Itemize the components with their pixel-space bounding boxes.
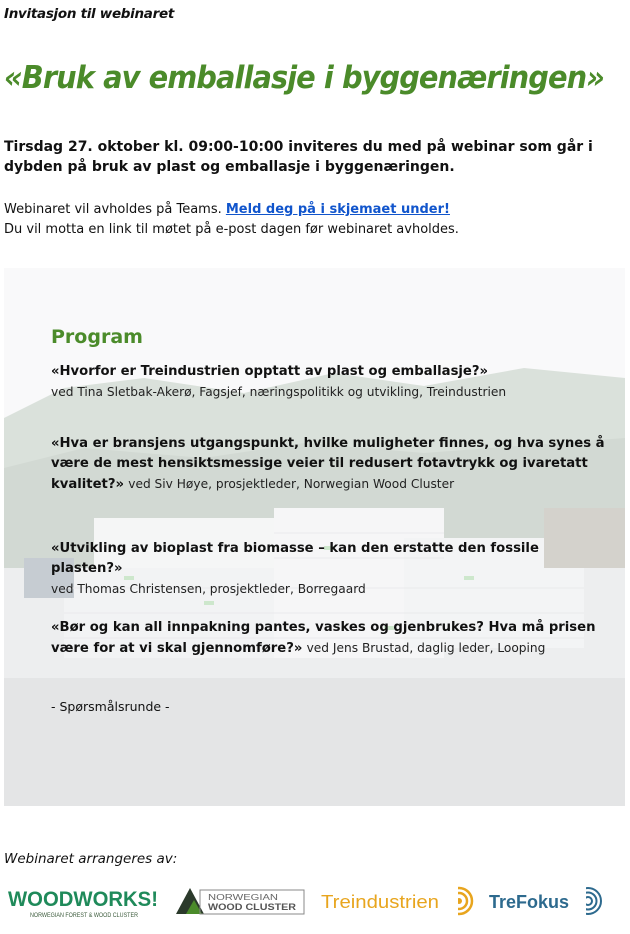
signup-link[interactable]: Meld deg på i skjemaet under! <box>225 202 450 217</box>
program-title: Program <box>51 326 143 348</box>
woodworks-logo-text: WOODWORKS! <box>8 888 158 911</box>
treindustrien-logo-text: Treindustrien <box>321 892 439 912</box>
info-line-1 <box>4 200 459 220</box>
nwc-logo-line2: WOOD CLUSTER <box>208 902 297 912</box>
program-item <box>51 539 609 599</box>
program-item-question: «Utvikling av bioplast fra biomasse – kan den erstatte den fossile plasten?» <box>51 541 539 576</box>
woodworks-logo-tagline: NORWEGIAN FOREST & WOOD CLUSTER <box>30 913 139 919</box>
info-paragraph <box>4 200 459 240</box>
nwc-logo-line1: NORWEGIAN <box>208 893 279 902</box>
program-panel <box>4 268 625 806</box>
program-item-question: «Hva er bransjens utgangspunkt, hvilke muligheter finnes, og hva synes å være de mest hensiktsmessige veier til redusert fotavtrykk og ivaretatt kvalitet?» <box>51 436 605 492</box>
program-item-speaker: ved Tina Sletbak-Akerø, Fagsjef, næringspolitikk og utvikling, Treindustrien <box>51 385 507 399</box>
webinar-title: «Bruk av emballasje i byggenæringen» <box>4 60 604 96</box>
program-item <box>51 618 609 659</box>
program-item <box>51 362 609 402</box>
woodworks-logo <box>8 888 158 919</box>
info-text: Webinaret vil avholdes på Teams. <box>4 202 222 217</box>
photo-overlay <box>4 268 625 806</box>
program-item <box>51 434 609 495</box>
invitation-label: Invitasjon til webinaret <box>4 6 174 22</box>
program-item-question: «Bør og kan all innpakning pantes, vaskes og gjenbrukes? Hva må prisen være for at vi skal gjennomføre?» <box>51 620 596 656</box>
program-item-speaker: ved Thomas Christensen, prosjektleder, Borregaard <box>51 582 366 596</box>
organizer-logos <box>0 880 630 926</box>
organizers-label: Webinaret arrangeres av: <box>4 851 178 867</box>
program-item-speaker: ved Siv Høye, prosjektleder, Norwegian Wood Cluster <box>128 477 455 491</box>
nwc-logo <box>176 888 304 914</box>
trefokus-logo <box>489 886 601 916</box>
program-item-question: «Hvorfor er Treindustrien opptatt av plast og emballasje?» <box>51 364 489 379</box>
program-closing: - Spørsmålsrunde - <box>51 699 170 714</box>
info-line-2: Du vil motta en link til møtet på e-post dagen før webinaret avholdes. <box>4 222 459 237</box>
trefokus-logo-text: TreFokus <box>489 892 569 912</box>
program-item-speaker: ved Jens Brustad, daglig leder, Looping <box>306 641 546 655</box>
treindustrien-logo <box>321 886 472 916</box>
lead-paragraph: Tirsdag 27. oktober kl. 09:00-10:00 inviteres du med på webinar som går i dybden på bruk av plast og emballasje i byggenæringen. <box>4 139 593 175</box>
